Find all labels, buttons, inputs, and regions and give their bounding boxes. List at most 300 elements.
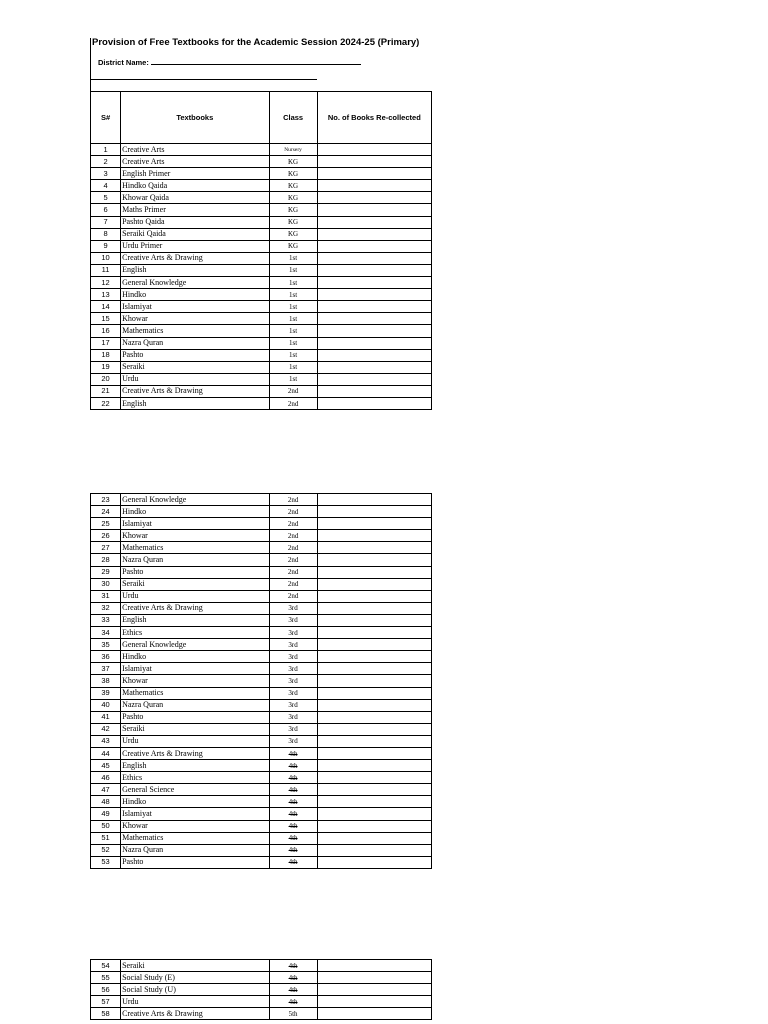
serial-cell: 58 [91, 1008, 121, 1020]
class-cell: KG [269, 156, 317, 168]
serial-cell: 6 [91, 204, 121, 216]
books-recollected-cell[interactable] [317, 216, 431, 228]
class-cell: 4th [269, 960, 317, 972]
textbook-cell: Seraiki [121, 361, 269, 373]
serial-cell: 7 [91, 216, 121, 228]
class-cell: 3rd [269, 699, 317, 711]
class-cell: 4th [269, 796, 317, 808]
table-row [91, 216, 432, 228]
class-cell: 4th [269, 844, 317, 856]
books-recollected-cell[interactable] [317, 289, 431, 301]
serial-cell: 31 [91, 590, 121, 602]
textbooks-table-page-2 [90, 493, 432, 869]
textbook-cell: Seraiki [121, 960, 269, 972]
books-recollected-cell[interactable] [317, 180, 431, 192]
class-cell: 1st [269, 252, 317, 264]
table-row [91, 301, 432, 313]
district-name-blank-line[interactable] [151, 57, 361, 65]
serial-cell: 26 [91, 530, 121, 542]
table-row [91, 711, 432, 723]
class-cell: 3rd [269, 663, 317, 675]
books-recollected-cell[interactable] [317, 784, 431, 796]
serial-cell: 44 [91, 747, 121, 759]
textbook-cell: Creative Arts & Drawing [121, 602, 269, 614]
serial-cell: 46 [91, 772, 121, 784]
table-row [91, 723, 432, 735]
textbook-cell: English [121, 397, 269, 409]
books-recollected-cell[interactable] [317, 542, 431, 554]
textbook-cell: Urdu [121, 590, 269, 602]
serial-cell: 9 [91, 240, 121, 252]
table-row [91, 820, 432, 832]
textbook-cell: Nazra Quran [121, 554, 269, 566]
class-cell: 4th [269, 747, 317, 759]
table-row [91, 651, 432, 663]
textbook-cell: Hindko [121, 651, 269, 663]
textbook-cell: Mathematics [121, 325, 269, 337]
textbook-cell: Pashto [121, 711, 269, 723]
class-cell: 2nd [269, 542, 317, 554]
textbook-cell: Khowar Qaida [121, 192, 269, 204]
table-row [91, 554, 432, 566]
class-cell: 3rd [269, 602, 317, 614]
serial-cell: 49 [91, 808, 121, 820]
serial-cell: 57 [91, 996, 121, 1008]
table-row [91, 784, 432, 796]
books-recollected-cell[interactable] [317, 325, 431, 337]
class-cell: 1st [269, 313, 317, 325]
serial-cell: 28 [91, 554, 121, 566]
table-row [91, 144, 432, 156]
serial-cell: 41 [91, 711, 121, 723]
textbook-cell: Hindko [121, 506, 269, 518]
books-recollected-cell[interactable] [317, 687, 431, 699]
textbook-cell: Nazra Quran [121, 337, 269, 349]
class-cell: 4th [269, 808, 317, 820]
textbook-cell: Maths Primer [121, 204, 269, 216]
table-row [91, 506, 432, 518]
serial-cell: 24 [91, 506, 121, 518]
serial-cell: 13 [91, 289, 121, 301]
serial-cell: 20 [91, 373, 121, 385]
table-row [91, 960, 432, 972]
books-recollected-cell[interactable] [317, 361, 431, 373]
textbook-cell: Pashto [121, 856, 269, 868]
serial-cell: 12 [91, 277, 121, 289]
table-row [91, 735, 432, 747]
class-cell: 2nd [269, 566, 317, 578]
class-cell: 2nd [269, 397, 317, 409]
textbook-cell: Islamiyat [121, 808, 269, 820]
class-cell: 4th [269, 772, 317, 784]
books-recollected-cell[interactable] [317, 566, 431, 578]
class-cell: 2nd [269, 554, 317, 566]
serial-cell: 25 [91, 518, 121, 530]
serial-cell: 27 [91, 542, 121, 554]
table-row [91, 1008, 432, 1020]
books-recollected-cell[interactable] [317, 960, 431, 972]
table-row [91, 972, 432, 984]
serial-cell: 53 [91, 856, 121, 868]
books-recollected-cell[interactable] [317, 264, 431, 276]
district-name-field[interactable] [98, 57, 439, 67]
serial-cell: 3 [91, 168, 121, 180]
table-row [91, 772, 432, 784]
books-recollected-cell[interactable] [317, 397, 431, 409]
class-cell: 4th [269, 984, 317, 996]
books-recollected-cell[interactable] [317, 277, 431, 289]
serial-cell: 50 [91, 820, 121, 832]
table-row [91, 192, 432, 204]
serial-cell: 16 [91, 325, 121, 337]
class-cell: 3rd [269, 639, 317, 651]
textbook-cell: Islamiyat [121, 301, 269, 313]
table-row [91, 228, 432, 240]
class-cell: 3rd [269, 614, 317, 626]
textbook-cell: Seraiki [121, 723, 269, 735]
serial-cell: 14 [91, 301, 121, 313]
header-class: Class [269, 92, 317, 144]
serial-cell: 51 [91, 832, 121, 844]
serial-cell: 11 [91, 264, 121, 276]
class-cell: 2nd [269, 494, 317, 506]
books-recollected-cell[interactable] [317, 554, 431, 566]
serial-cell: 45 [91, 760, 121, 772]
books-recollected-cell[interactable] [317, 385, 431, 397]
table-row [91, 856, 432, 868]
class-cell: KG [269, 192, 317, 204]
books-recollected-cell[interactable] [317, 349, 431, 361]
serial-cell: 8 [91, 228, 121, 240]
class-cell: 1st [269, 325, 317, 337]
textbook-cell: Ethics [121, 772, 269, 784]
class-cell: 1st [269, 264, 317, 276]
serial-cell: 47 [91, 784, 121, 796]
textbook-cell: Pashto [121, 566, 269, 578]
books-recollected-cell[interactable] [317, 614, 431, 626]
table-row [91, 675, 432, 687]
books-recollected-cell[interactable] [317, 590, 431, 602]
table-row [91, 578, 432, 590]
books-recollected-cell[interactable] [317, 747, 431, 759]
table-row [91, 639, 432, 651]
books-recollected-cell[interactable] [317, 651, 431, 663]
class-cell: 4th [269, 760, 317, 772]
books-recollected-cell[interactable] [317, 996, 431, 1008]
books-recollected-cell[interactable] [317, 373, 431, 385]
table-row [91, 264, 432, 276]
table-row [91, 397, 432, 409]
serial-cell: 15 [91, 313, 121, 325]
textbook-cell: Islamiyat [121, 518, 269, 530]
class-cell: 1st [269, 361, 317, 373]
textbook-cell: Ethics [121, 627, 269, 639]
class-cell: 3rd [269, 627, 317, 639]
textbook-cell: English [121, 760, 269, 772]
serial-cell: 35 [91, 639, 121, 651]
textbook-cell: English [121, 264, 269, 276]
books-recollected-cell[interactable] [317, 240, 431, 252]
serial-cell: 38 [91, 675, 121, 687]
textbook-cell: Mathematics [121, 542, 269, 554]
class-cell: KG [269, 168, 317, 180]
class-cell: 1st [269, 301, 317, 313]
header-books-recollected: No. of Books Re-collected [317, 92, 431, 144]
table-row [91, 590, 432, 602]
class-cell: 2nd [269, 518, 317, 530]
class-cell: KG [269, 228, 317, 240]
books-recollected-cell[interactable] [317, 723, 431, 735]
books-recollected-cell[interactable] [317, 530, 431, 542]
textbook-cell: Pashto Qaida [121, 216, 269, 228]
books-recollected-cell[interactable] [317, 506, 431, 518]
books-recollected-cell[interactable] [317, 639, 431, 651]
textbook-cell: Nazra Quran [121, 699, 269, 711]
table-row [91, 349, 432, 361]
class-cell: 2nd [269, 590, 317, 602]
books-recollected-cell[interactable] [317, 844, 431, 856]
table-row [91, 984, 432, 996]
textbook-cell: Social Study (U) [121, 984, 269, 996]
class-cell: 4th [269, 996, 317, 1008]
table-row [91, 325, 432, 337]
books-recollected-cell[interactable] [317, 675, 431, 687]
serial-cell: 33 [91, 614, 121, 626]
books-recollected-cell[interactable] [317, 856, 431, 868]
books-recollected-cell[interactable] [317, 735, 431, 747]
textbook-cell: Khowar [121, 675, 269, 687]
table-row [91, 313, 432, 325]
table-row [91, 373, 432, 385]
serial-cell: 30 [91, 578, 121, 590]
table-row [91, 289, 432, 301]
table-row [91, 602, 432, 614]
textbook-cell: Urdu [121, 373, 269, 385]
class-cell: 4th [269, 972, 317, 984]
table-row [91, 796, 432, 808]
books-recollected-cell[interactable] [317, 832, 431, 844]
table-row [91, 204, 432, 216]
table-row [91, 747, 432, 759]
table-row [91, 385, 432, 397]
serial-cell: 39 [91, 687, 121, 699]
serial-cell: 52 [91, 844, 121, 856]
class-cell: 3rd [269, 651, 317, 663]
textbook-cell: Creative Arts [121, 156, 269, 168]
table-row [91, 808, 432, 820]
table-row [91, 494, 432, 506]
class-cell: 2nd [269, 385, 317, 397]
books-recollected-cell[interactable] [317, 699, 431, 711]
textbook-cell: Islamiyat [121, 663, 269, 675]
table-row [91, 277, 432, 289]
textbook-cell: Creative Arts & Drawing [121, 747, 269, 759]
table-row [91, 627, 432, 639]
textbook-cell: Urdu [121, 735, 269, 747]
table-row [91, 687, 432, 699]
textbook-cell: Khowar [121, 313, 269, 325]
table-row [91, 760, 432, 772]
textbook-cell: Seraiki [121, 578, 269, 590]
serial-cell: 10 [91, 252, 121, 264]
books-recollected-cell[interactable] [317, 984, 431, 996]
textbook-cell: Urdu Primer [121, 240, 269, 252]
books-recollected-cell[interactable] [317, 627, 431, 639]
textbook-cell: Hindko Qaida [121, 180, 269, 192]
table-row [91, 566, 432, 578]
books-recollected-cell[interactable] [317, 313, 431, 325]
class-cell: 1st [269, 289, 317, 301]
books-recollected-cell[interactable] [317, 711, 431, 723]
class-cell: 3rd [269, 687, 317, 699]
textbook-cell: Creative Arts [121, 144, 269, 156]
textbook-cell: Pashto [121, 349, 269, 361]
textbook-cell: Creative Arts & Drawing [121, 1008, 269, 1020]
class-cell: KG [269, 204, 317, 216]
textbook-cell: Social Study (E) [121, 972, 269, 984]
table-row [91, 156, 432, 168]
books-recollected-cell[interactable] [317, 301, 431, 313]
serial-cell: 32 [91, 602, 121, 614]
table-header-row [91, 92, 432, 144]
table-row [91, 699, 432, 711]
table-row [91, 168, 432, 180]
table-row [91, 361, 432, 373]
books-recollected-cell[interactable] [317, 972, 431, 984]
class-cell: 5th [269, 1008, 317, 1020]
serial-cell: 19 [91, 361, 121, 373]
district-name-label: District Name: [98, 58, 149, 67]
textbooks-table-page-3 [90, 959, 432, 1020]
serial-cell: 37 [91, 663, 121, 675]
textbook-cell: Urdu [121, 996, 269, 1008]
serial-cell: 29 [91, 566, 121, 578]
serial-cell: 17 [91, 337, 121, 349]
textbook-cell: English Primer [121, 168, 269, 180]
class-cell: 1st [269, 277, 317, 289]
class-cell: 3rd [269, 735, 317, 747]
document-title: Provision of Free Textbooks for the Academic Session 2024-25 (Primary) [92, 37, 420, 48]
textbook-cell: Mathematics [121, 687, 269, 699]
serial-cell: 56 [91, 984, 121, 996]
class-cell: 3rd [269, 723, 317, 735]
textbook-cell: General Knowledge [121, 277, 269, 289]
serial-cell: 34 [91, 627, 121, 639]
serial-cell: 22 [91, 397, 121, 409]
class-cell: 2nd [269, 530, 317, 542]
table-row [91, 832, 432, 844]
table-row [91, 844, 432, 856]
textbook-cell: Hindko [121, 796, 269, 808]
textbook-cell: Seraiki Qaida [121, 228, 269, 240]
class-cell: 4th [269, 832, 317, 844]
textbook-cell: General Knowledge [121, 639, 269, 651]
textbook-cell: General Knowledge [121, 494, 269, 506]
table-row [91, 240, 432, 252]
header-serial: S# [91, 92, 121, 144]
class-cell: 3rd [269, 711, 317, 723]
textbook-cell: Nazra Quran [121, 844, 269, 856]
books-recollected-cell[interactable] [317, 337, 431, 349]
textbook-cell: Creative Arts & Drawing [121, 385, 269, 397]
books-recollected-cell[interactable] [317, 156, 431, 168]
class-cell: 1st [269, 373, 317, 385]
books-recollected-cell[interactable] [317, 252, 431, 264]
class-cell: 2nd [269, 506, 317, 518]
class-cell: KG [269, 216, 317, 228]
books-recollected-cell[interactable] [317, 796, 431, 808]
serial-cell: 1 [91, 144, 121, 156]
table-row [91, 663, 432, 675]
class-cell: 3rd [269, 675, 317, 687]
table-row [91, 180, 432, 192]
textbook-cell: Khowar [121, 820, 269, 832]
books-recollected-cell[interactable] [317, 602, 431, 614]
books-recollected-cell[interactable] [317, 663, 431, 675]
table-row [91, 337, 432, 349]
serial-cell: 40 [91, 699, 121, 711]
class-cell: 4th [269, 784, 317, 796]
serial-cell: 5 [91, 192, 121, 204]
table-row [91, 518, 432, 530]
table-row [91, 614, 432, 626]
class-cell: 4th [269, 856, 317, 868]
textbook-cell: English [121, 614, 269, 626]
serial-cell: 4 [91, 180, 121, 192]
textbook-cell: Creative Arts & Drawing [121, 252, 269, 264]
class-cell: 4th [269, 820, 317, 832]
serial-cell: 18 [91, 349, 121, 361]
books-recollected-cell[interactable] [317, 772, 431, 784]
header-textbooks: Textbooks [121, 92, 269, 144]
textbook-cell: Mathematics [121, 832, 269, 844]
books-recollected-cell[interactable] [317, 808, 431, 820]
books-recollected-cell[interactable] [317, 518, 431, 530]
books-recollected-cell[interactable] [317, 494, 431, 506]
books-recollected-cell[interactable] [317, 578, 431, 590]
table-row [91, 542, 432, 554]
class-cell: KG [269, 240, 317, 252]
serial-cell: 36 [91, 651, 121, 663]
books-recollected-cell[interactable] [317, 1008, 431, 1020]
serial-cell: 23 [91, 494, 121, 506]
class-cell: 2nd [269, 578, 317, 590]
header-rule [90, 79, 317, 80]
books-recollected-cell[interactable] [317, 820, 431, 832]
textbook-cell: Hindko [121, 289, 269, 301]
class-cell: 1st [269, 337, 317, 349]
table-row [91, 252, 432, 264]
books-recollected-cell[interactable] [317, 168, 431, 180]
serial-cell: 54 [91, 960, 121, 972]
books-recollected-cell[interactable] [317, 192, 431, 204]
textbook-cell: Khowar [121, 530, 269, 542]
serial-cell: 43 [91, 735, 121, 747]
books-recollected-cell[interactable] [317, 228, 431, 240]
textbook-cell: General Science [121, 784, 269, 796]
table-row [91, 530, 432, 542]
class-cell: Nursery [269, 144, 317, 156]
books-recollected-cell[interactable] [317, 204, 431, 216]
serial-cell: 21 [91, 385, 121, 397]
serial-cell: 42 [91, 723, 121, 735]
header-left-border [90, 38, 91, 92]
serial-cell: 48 [91, 796, 121, 808]
class-cell: 1st [269, 349, 317, 361]
serial-cell: 55 [91, 972, 121, 984]
books-recollected-cell[interactable] [317, 144, 431, 156]
books-recollected-cell[interactable] [317, 760, 431, 772]
